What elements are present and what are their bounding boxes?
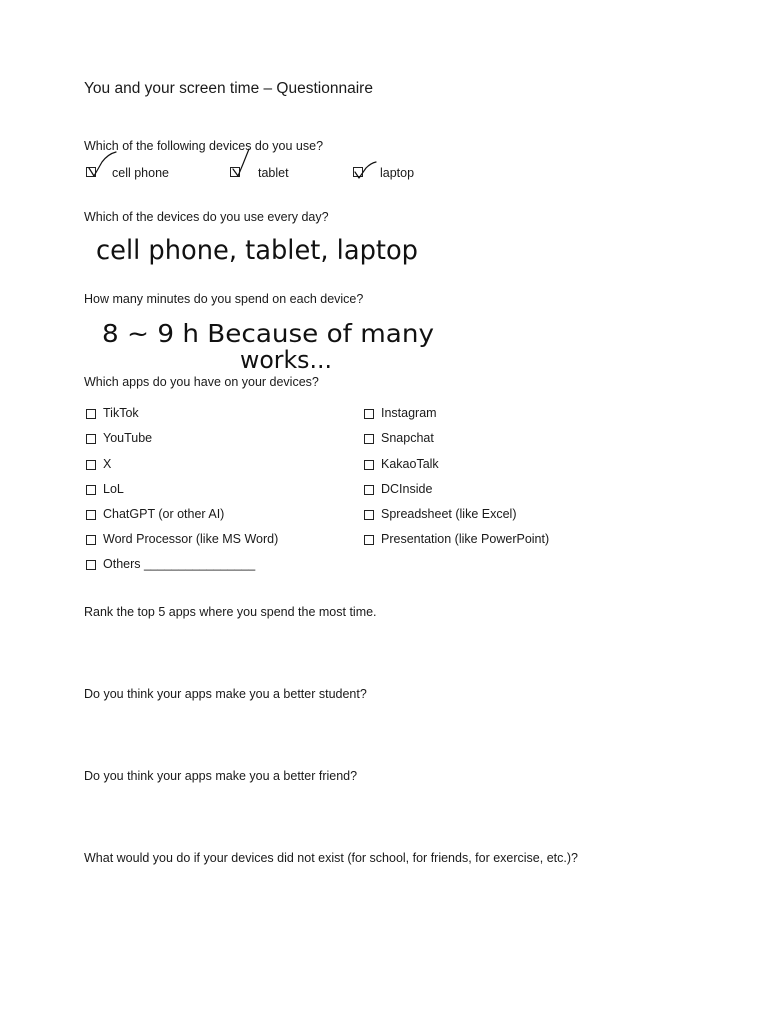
app-label: X xyxy=(103,457,112,471)
app-label: DCInside xyxy=(381,482,433,496)
question-no-devices: What would you do if your devices did not exist (for school, for friends, for exercise, etc.)? xyxy=(84,851,578,865)
app-label: TikTok xyxy=(103,406,139,420)
checkbox[interactable] xyxy=(364,409,374,419)
handwritten-text: works... xyxy=(240,346,332,374)
check-mark-icon xyxy=(228,146,258,180)
handwritten-answer-daily-devices xyxy=(94,222,434,272)
checkbox[interactable] xyxy=(364,485,374,495)
checkbox[interactable] xyxy=(364,510,374,520)
checkbox[interactable] xyxy=(86,560,96,570)
handwritten-answer-minutes xyxy=(100,312,445,374)
checkbox[interactable] xyxy=(86,510,96,520)
question-daily-devices: Which of the devices do you use every day? xyxy=(84,210,329,224)
question-better-student: Do you think your apps make you a better student? xyxy=(84,687,367,701)
app-label: LoL xyxy=(103,482,124,496)
device-label: cell phone xyxy=(112,166,169,180)
question-devices-used: Which of the following devices do you use? xyxy=(84,139,324,153)
check-mark-icon xyxy=(84,150,124,184)
checkbox[interactable] xyxy=(364,535,374,545)
checkbox[interactable] xyxy=(86,460,96,470)
app-label: KakaoTalk xyxy=(381,457,439,471)
checkbox[interactable] xyxy=(86,409,96,419)
app-label: Spreadsheet (like Excel) xyxy=(381,507,517,521)
checkbox[interactable] xyxy=(86,434,96,444)
app-label: YouTube xyxy=(103,431,153,445)
question-apps-owned: Which apps do you have on your devices? xyxy=(84,375,319,389)
handwritten-text: cell phone, tablet, laptop xyxy=(96,235,418,266)
app-label: Instagram xyxy=(381,406,437,420)
checkbox[interactable] xyxy=(364,460,374,470)
app-label: Word Processor (like MS Word) xyxy=(103,532,279,546)
device-label: tablet xyxy=(258,166,289,180)
app-label: Others ________________ xyxy=(103,557,256,571)
question-top-5-apps: Rank the top 5 apps where you spend the most time. xyxy=(84,605,377,619)
device-label: laptop xyxy=(380,166,415,180)
check-mark-icon xyxy=(350,160,380,186)
question-minutes-per-device: How many minutes do you spend on each device? xyxy=(84,292,364,306)
page-title: You and your screen time – Questionnaire xyxy=(84,80,373,97)
app-label: ChatGPT (or other AI) xyxy=(103,507,225,521)
app-label: Presentation (like PowerPoint) xyxy=(381,532,550,546)
app-label: Snapchat xyxy=(381,431,434,445)
handwritten-text: 8 ~ 9 h Because of many xyxy=(102,319,435,348)
question-better-friend: Do you think your apps make you a better friend? xyxy=(84,769,358,783)
checkbox[interactable] xyxy=(86,485,96,495)
checkbox[interactable] xyxy=(364,434,374,444)
checkbox[interactable] xyxy=(86,535,96,545)
